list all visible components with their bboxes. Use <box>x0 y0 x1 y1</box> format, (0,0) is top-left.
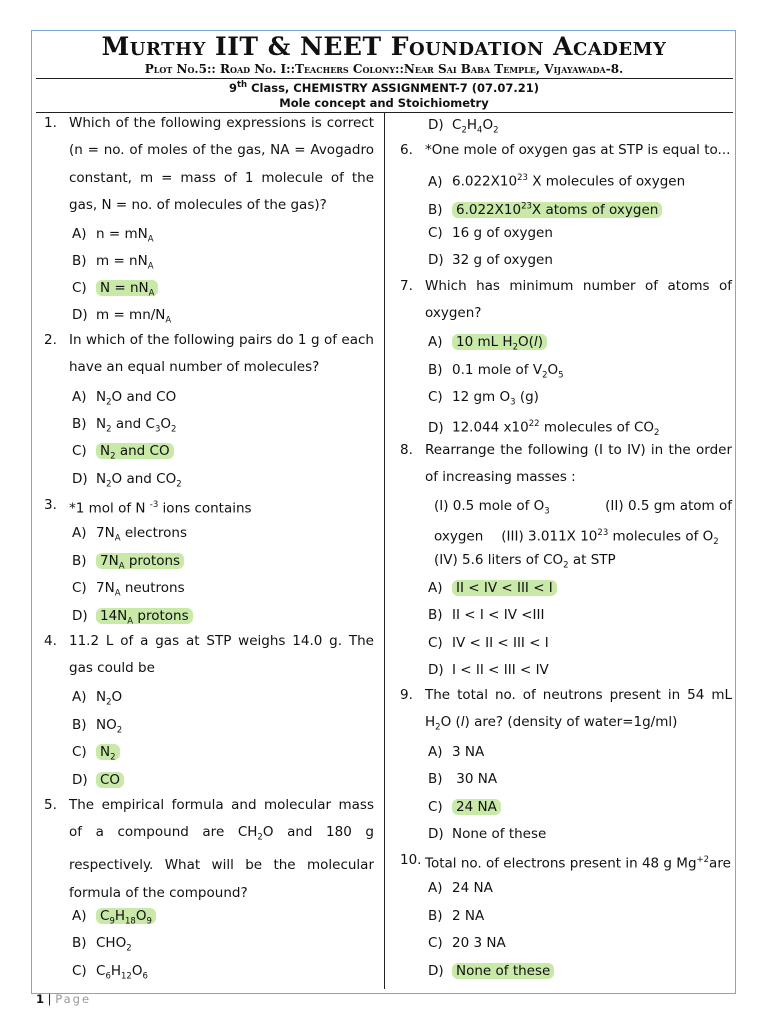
column-divider <box>384 112 385 989</box>
question-5-option-d[interactable]: D) $C_2H_4O_2$ <box>428 117 499 136</box>
option-b[interactable]: B) $m = nN_A$ <box>72 253 154 272</box>
option-c[interactable]: C) 16 g of oxygen <box>428 225 553 241</box>
answer-highlight: 10 mL $H_2O(l)$ <box>452 334 547 350</box>
question-number: 5. <box>44 797 57 813</box>
question-text: Which of the following expressions is correct (n = no. of moles of the gas, NA = Avogadro constant, m = mass of 1 molecule of the gas, N = no. of molecules of the gas)? <box>69 115 374 213</box>
question-text: *1 mol of N $^{-3}$ ions contains <box>69 500 252 517</box>
option-b[interactable]: B) $NO_2$ <box>72 717 123 736</box>
option-c[interactable]: C) $N_2$ and CO <box>72 439 174 463</box>
option-c[interactable]: C) 12 gm $O_3$ (g) <box>428 389 539 408</box>
option-a[interactable]: A) $N_2O$ and CO <box>72 389 177 408</box>
topic-title: Mole concept and Stoichiometry <box>279 96 489 110</box>
answer-highlight: II < IV < III < I <box>452 580 557 596</box>
answer-highlight: $6.022X10^{23}X$ atoms of oxygen <box>452 202 662 218</box>
question-number: 10. <box>400 852 422 868</box>
page-footer: 1 | Page <box>36 992 92 1006</box>
option-b[interactable]: B) II < I < IV <III <box>428 607 545 623</box>
option-b[interactable]: B) 0.1 mole of $V_2O_5$ <box>428 362 564 381</box>
question-number: 4. <box>44 633 57 649</box>
option-c[interactable]: C) $C_6H_{12}O_6$ <box>72 963 148 982</box>
answer-highlight: $N = nN_A$ <box>96 280 158 296</box>
question-number: 8. <box>400 442 413 458</box>
option-c[interactable]: C) $7N_A$ neutrons <box>72 580 185 599</box>
question-text: The empirical formula and molecular mass of a compound are $CH_2O$ and 180 g respectively. What will be the molecular formula of the compound? <box>69 797 374 901</box>
header-divider-top <box>36 78 733 79</box>
question-8-item-line-3: (IV) 5.6 liters of $CO_2$ at STP <box>434 552 616 571</box>
option-c[interactable]: C) 20 3 NA <box>428 935 506 951</box>
page-label: Page <box>55 992 92 1006</box>
option-a[interactable]: A) II < IV < III < I <box>428 576 557 600</box>
option-c[interactable]: C) $N = nN_A$ <box>72 276 158 300</box>
option-b[interactable]: B) 30 NA <box>428 771 498 787</box>
question-8-item-line-2: oxygen (III) 3.011X $10^{23}$ molecules of $O_2$ <box>434 528 719 548</box>
option-a[interactable]: A) $C_9H_{18}O_9$ <box>72 904 156 928</box>
option-b[interactable]: B) $7N_A$ protons <box>72 549 184 573</box>
option-a[interactable]: A) 24 NA <box>428 880 493 896</box>
question-number: 6. <box>400 142 413 158</box>
option-b[interactable]: B) $CHO_2$ <box>72 935 132 954</box>
option-d[interactable]: D) $m = mn/N_A$ <box>72 307 172 326</box>
question-text: The total no. of neutrons present in 54 mL $H_2O$ (l) are? (density of water=1g/ml) <box>425 687 732 733</box>
option-a[interactable]: A) $n = mN_A$ <box>72 226 154 245</box>
question-text: Total no. of electrons present in 48 g $Mg^{+2}are$ <box>425 855 731 872</box>
option-d[interactable]: D) $N_2O$ and $CO_2$ <box>72 471 182 490</box>
question-text: *One mole of oxygen gas at STP is equal to... <box>425 142 731 158</box>
option-d[interactable]: D) I < II < III < IV <box>428 662 549 678</box>
option-b[interactable]: B) $N_2$ and $C_3O_2$ <box>72 416 177 435</box>
answer-highlight: $N_2$ and CO <box>96 443 174 459</box>
answer-highlight: $N_2$ <box>96 744 120 760</box>
option-d[interactable]: D) CO <box>72 768 124 792</box>
option-d[interactable]: D) None of these <box>428 959 554 983</box>
question-text: 11.2 L of a gas at STP weighs 14.0 g. The gas could be <box>69 633 374 677</box>
option-a[interactable]: A) $6.022X10^{23}$ X molecules of oxygen <box>428 173 686 190</box>
answer-highlight: $7N_A$ protons <box>96 553 184 569</box>
academy-title: Murthy IIT & NEET Foundation Academy <box>101 32 667 61</box>
option-d[interactable]: D) 12.044 $x10^{22}$ molecules of $CO_2$ <box>428 419 660 439</box>
question-number: 7. <box>400 278 413 294</box>
question-text: Rearrange the following (I to IV) in the order of increasing masses : <box>425 442 732 486</box>
answer-highlight: $C_9H_{18}O_9$ <box>96 908 156 924</box>
answer-highlight: None of these <box>452 963 554 979</box>
option-a[interactable]: A) $7N_A$ electrons <box>72 525 188 544</box>
option-d[interactable]: D) None of these <box>428 826 547 842</box>
question-number: 3. <box>44 497 57 513</box>
answer-highlight: CO <box>96 772 124 788</box>
option-d[interactable]: D) $14N_A$ protons <box>72 604 193 628</box>
question-text: In which of the following pairs do 1 g of each have an equal number of molecules? <box>69 332 374 376</box>
option-a[interactable]: A) 3 NA <box>428 744 485 760</box>
answer-highlight: 24 NA <box>452 799 501 815</box>
option-c[interactable]: C) $N_2$ <box>72 740 120 764</box>
question-number: 2. <box>44 332 57 348</box>
option-c[interactable]: C) IV < II < III < I <box>428 635 549 651</box>
option-c[interactable]: C) 24 NA <box>428 795 501 819</box>
question-8-item-line-1: (I) 0.5 mole of $O_3$ (II) 0.5 gm atom of <box>434 498 732 517</box>
academy-address: Plot No.5:: Road No. I::Teachers Colony::Near Sai Baba Temple, Vijayawada-8. <box>144 62 624 76</box>
page-number: 1 <box>36 992 45 1006</box>
question-text: Which has minimum number of atoms of oxygen? <box>425 278 732 322</box>
question-number: 1. <box>44 115 57 131</box>
option-d[interactable]: D) 32 g of oxygen <box>428 252 553 268</box>
option-b[interactable]: B) $6.022X10^{23}X$ atoms of oxygen <box>428 194 662 218</box>
option-a[interactable]: A) 10 mL $H_2O(l)$ <box>428 330 547 354</box>
question-number: 9. <box>400 687 413 703</box>
answer-highlight: $14N_A$ protons <box>96 608 193 624</box>
assignment-title: 9th Class, CHEMISTRY ASSIGNMENT-7 (07.07.21) <box>228 80 540 95</box>
option-a[interactable]: A) $N_2O$ <box>72 689 123 708</box>
option-b[interactable]: B) 2 NA <box>428 908 485 924</box>
